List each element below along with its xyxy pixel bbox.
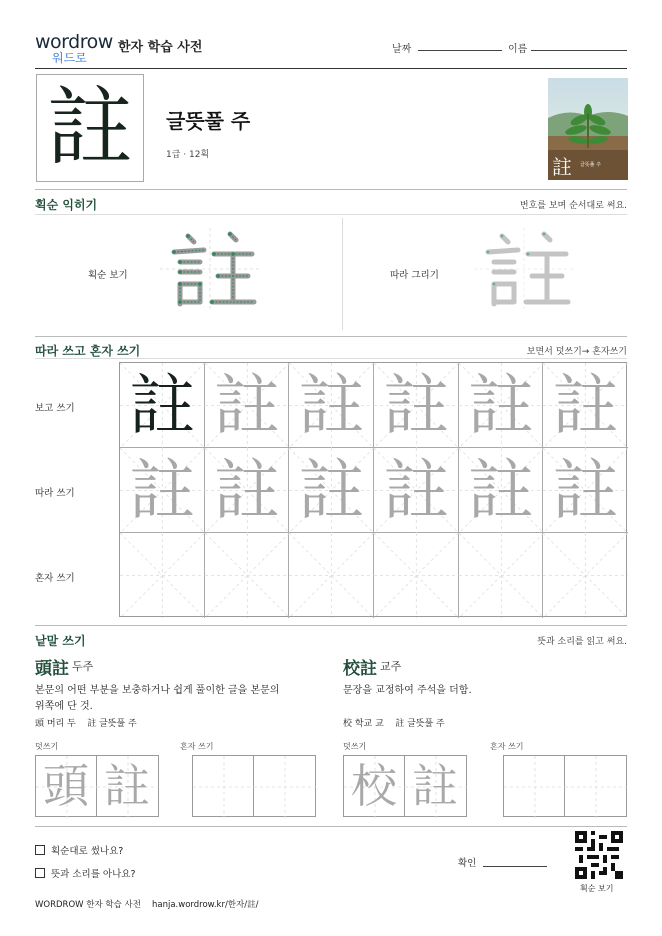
- practice-cell: [459, 363, 544, 448]
- trace-character: 註: [298, 367, 365, 444]
- word-trace-label-2: 덧쓰기: [343, 742, 367, 751]
- word-parts-2: 校 학교 교 註 글뜻풀 주: [343, 719, 445, 729]
- stroke-trace-svg: [474, 228, 574, 310]
- name-label: 이름: [508, 44, 528, 55]
- hero-grade-strokes: 1급 · 12획: [166, 150, 210, 160]
- word-reading-2: 교주: [380, 660, 402, 673]
- word-trace-box[interactable]: [405, 755, 467, 817]
- stroke-order-svg: [160, 228, 260, 310]
- word-solo-box[interactable]: [192, 755, 254, 817]
- footer-brand: WORDROW 한자 학습 사전: [35, 900, 141, 910]
- guide-lines: [205, 533, 290, 618]
- word-solo-box[interactable]: [254, 755, 316, 817]
- trace-character: 註: [467, 452, 534, 529]
- practice-cell: [205, 363, 290, 448]
- hero-character: 註: [47, 78, 133, 178]
- stroke-trace-label: 따라 그리기: [390, 270, 439, 281]
- hero-meaning: 글뜻풀 주: [166, 109, 251, 133]
- practice-row-label-trace: 따라 쓰기: [35, 488, 75, 499]
- confirm-field[interactable]: [483, 866, 547, 867]
- stroke-trace-area[interactable]: [474, 228, 574, 310]
- checkbox[interactable]: [35, 868, 45, 878]
- word-trace-boxes-2[interactable]: [343, 755, 467, 817]
- word-trace-character: 註: [412, 759, 458, 813]
- guide-lines: [120, 533, 205, 618]
- plant-illustration: [548, 78, 628, 180]
- words-note: 뜻과 소리를 읽고 써요.: [537, 637, 627, 647]
- page-title: 한자 학습 사전: [118, 40, 203, 55]
- word-solo-boxes-1[interactable]: [192, 755, 316, 817]
- trace-character: 註: [298, 452, 365, 529]
- word-solo-box[interactable]: [503, 755, 565, 817]
- photo-caption: 글뜻풀 주: [580, 162, 601, 168]
- practice-cell[interactable]: [205, 533, 290, 618]
- practice-cell[interactable]: [543, 533, 628, 618]
- words-title: 낱말 쓰기: [35, 634, 86, 648]
- footer-url[interactable]: hanja.wordrow.kr/한자/註/: [152, 900, 259, 910]
- photo-character: 註: [552, 155, 572, 179]
- stroke-section-divider: [35, 336, 627, 337]
- checklist-text-strokes: 획순대로 썼나요?: [51, 846, 124, 857]
- guide-lines: [543, 533, 628, 618]
- checklist-text-meaning: 뜻과 소리를 아나요?: [51, 869, 136, 880]
- practice-row-label-solo: 혼자 쓰기: [35, 573, 75, 584]
- word-solo-label-2: 혼자 쓰기: [490, 742, 524, 751]
- stroke-order-sub-divider: [35, 214, 627, 215]
- word-solo-boxes-2[interactable]: [503, 755, 627, 817]
- practice-cell: [120, 448, 205, 533]
- word-definition-1a: 본문의 어떤 부분을 보충하거나 쉽게 풀이한 글을 본문의: [35, 685, 280, 696]
- qr-code-svg: [575, 831, 623, 879]
- practice-sub-divider: [35, 358, 627, 359]
- practice-cell[interactable]: [459, 533, 544, 618]
- guide-lines: [374, 533, 459, 618]
- stroke-order-note: 번호를 보며 순서대로 써요.: [519, 201, 627, 211]
- practice-cell: [459, 448, 544, 533]
- stroke-order-separator: [342, 218, 343, 330]
- practice-cell: [289, 363, 374, 448]
- practice-grid: [119, 362, 627, 617]
- stroke-order-title: 획순 익히기: [35, 198, 98, 212]
- trace-character: 註: [129, 452, 196, 529]
- header-divider: [35, 68, 627, 69]
- guide-lines: [504, 756, 566, 818]
- word-parts-1: 頭 머리 두 註 글뜻풀 주: [35, 719, 137, 729]
- guide-lines: [289, 533, 374, 618]
- model-character: 註: [129, 367, 196, 444]
- qr-label: 획순 보기: [580, 884, 614, 893]
- word-trace-character: 頭: [43, 759, 89, 813]
- word-hanja-2: 校註: [343, 659, 377, 679]
- guide-lines: [254, 756, 316, 818]
- checklist-item-meaning[interactable]: [35, 866, 136, 880]
- checkbox[interactable]: [35, 845, 45, 855]
- trace-character: 註: [552, 367, 619, 444]
- practice-cell[interactable]: [120, 533, 205, 618]
- word-reading-1: 두주: [72, 660, 94, 673]
- trace-character: 註: [213, 452, 280, 529]
- hero-illustration: [548, 78, 628, 180]
- trace-character: 註: [213, 367, 280, 444]
- practice-cell: [543, 448, 628, 533]
- guide-lines: [565, 756, 627, 818]
- trace-character: 註: [383, 367, 450, 444]
- hero-divider: [35, 189, 627, 190]
- word-solo-box[interactable]: [565, 755, 627, 817]
- stroke-order-diagram: [160, 228, 260, 310]
- word-hanja-1: 頭註: [35, 659, 69, 679]
- trace-character: 註: [383, 452, 450, 529]
- word-definition-1b: 위쪽에 단 것.: [35, 701, 93, 712]
- word-trace-character: 校: [351, 759, 397, 813]
- word-trace-box[interactable]: [35, 755, 97, 817]
- words-section-divider: [35, 826, 627, 827]
- date-field[interactable]: [418, 50, 502, 51]
- trace-character: 註: [467, 367, 534, 444]
- date-label: 날짜: [392, 44, 412, 55]
- practice-cell[interactable]: [289, 533, 374, 618]
- word-trace-boxes-1[interactable]: [35, 755, 159, 817]
- practice-cell[interactable]: [374, 533, 459, 618]
- practice-section-divider: [35, 625, 627, 626]
- guide-lines: [193, 756, 255, 818]
- qr-code[interactable]: [575, 831, 623, 879]
- practice-note: 보면서 덧쓰기→ 혼자쓰기: [526, 347, 627, 357]
- wordrow-logo: [35, 31, 113, 65]
- word-trace-character: 註: [104, 759, 150, 813]
- guide-lines: [459, 533, 544, 618]
- practice-row-label-look: 보고 쓰기: [35, 403, 75, 414]
- word-trace-label-1: 덧쓰기: [35, 742, 59, 751]
- practice-cell: [543, 363, 628, 448]
- name-field[interactable]: [531, 50, 627, 51]
- practice-cell: [374, 448, 459, 533]
- word-definition-2: 문장을 교정하여 주석을 더함.: [343, 685, 472, 696]
- word-trace-box[interactable]: [97, 755, 159, 817]
- checklist-item-strokes[interactable]: [35, 843, 123, 857]
- stroke-view-label: 획순 보기: [88, 270, 128, 281]
- confirm-label: 확인: [458, 858, 477, 869]
- logo-word: wordrow: [35, 31, 113, 53]
- practice-cell: [374, 363, 459, 448]
- word-solo-label-1: 혼자 쓰기: [180, 742, 214, 751]
- practice-cell: [205, 448, 290, 533]
- practice-cell: [120, 363, 205, 448]
- word-trace-box[interactable]: [343, 755, 405, 817]
- trace-character: 註: [552, 452, 619, 529]
- logo-korean: 워드로: [52, 51, 87, 65]
- practice-title: 따라 쓰고 혼자 쓰기: [35, 344, 141, 358]
- practice-cell: [289, 448, 374, 533]
